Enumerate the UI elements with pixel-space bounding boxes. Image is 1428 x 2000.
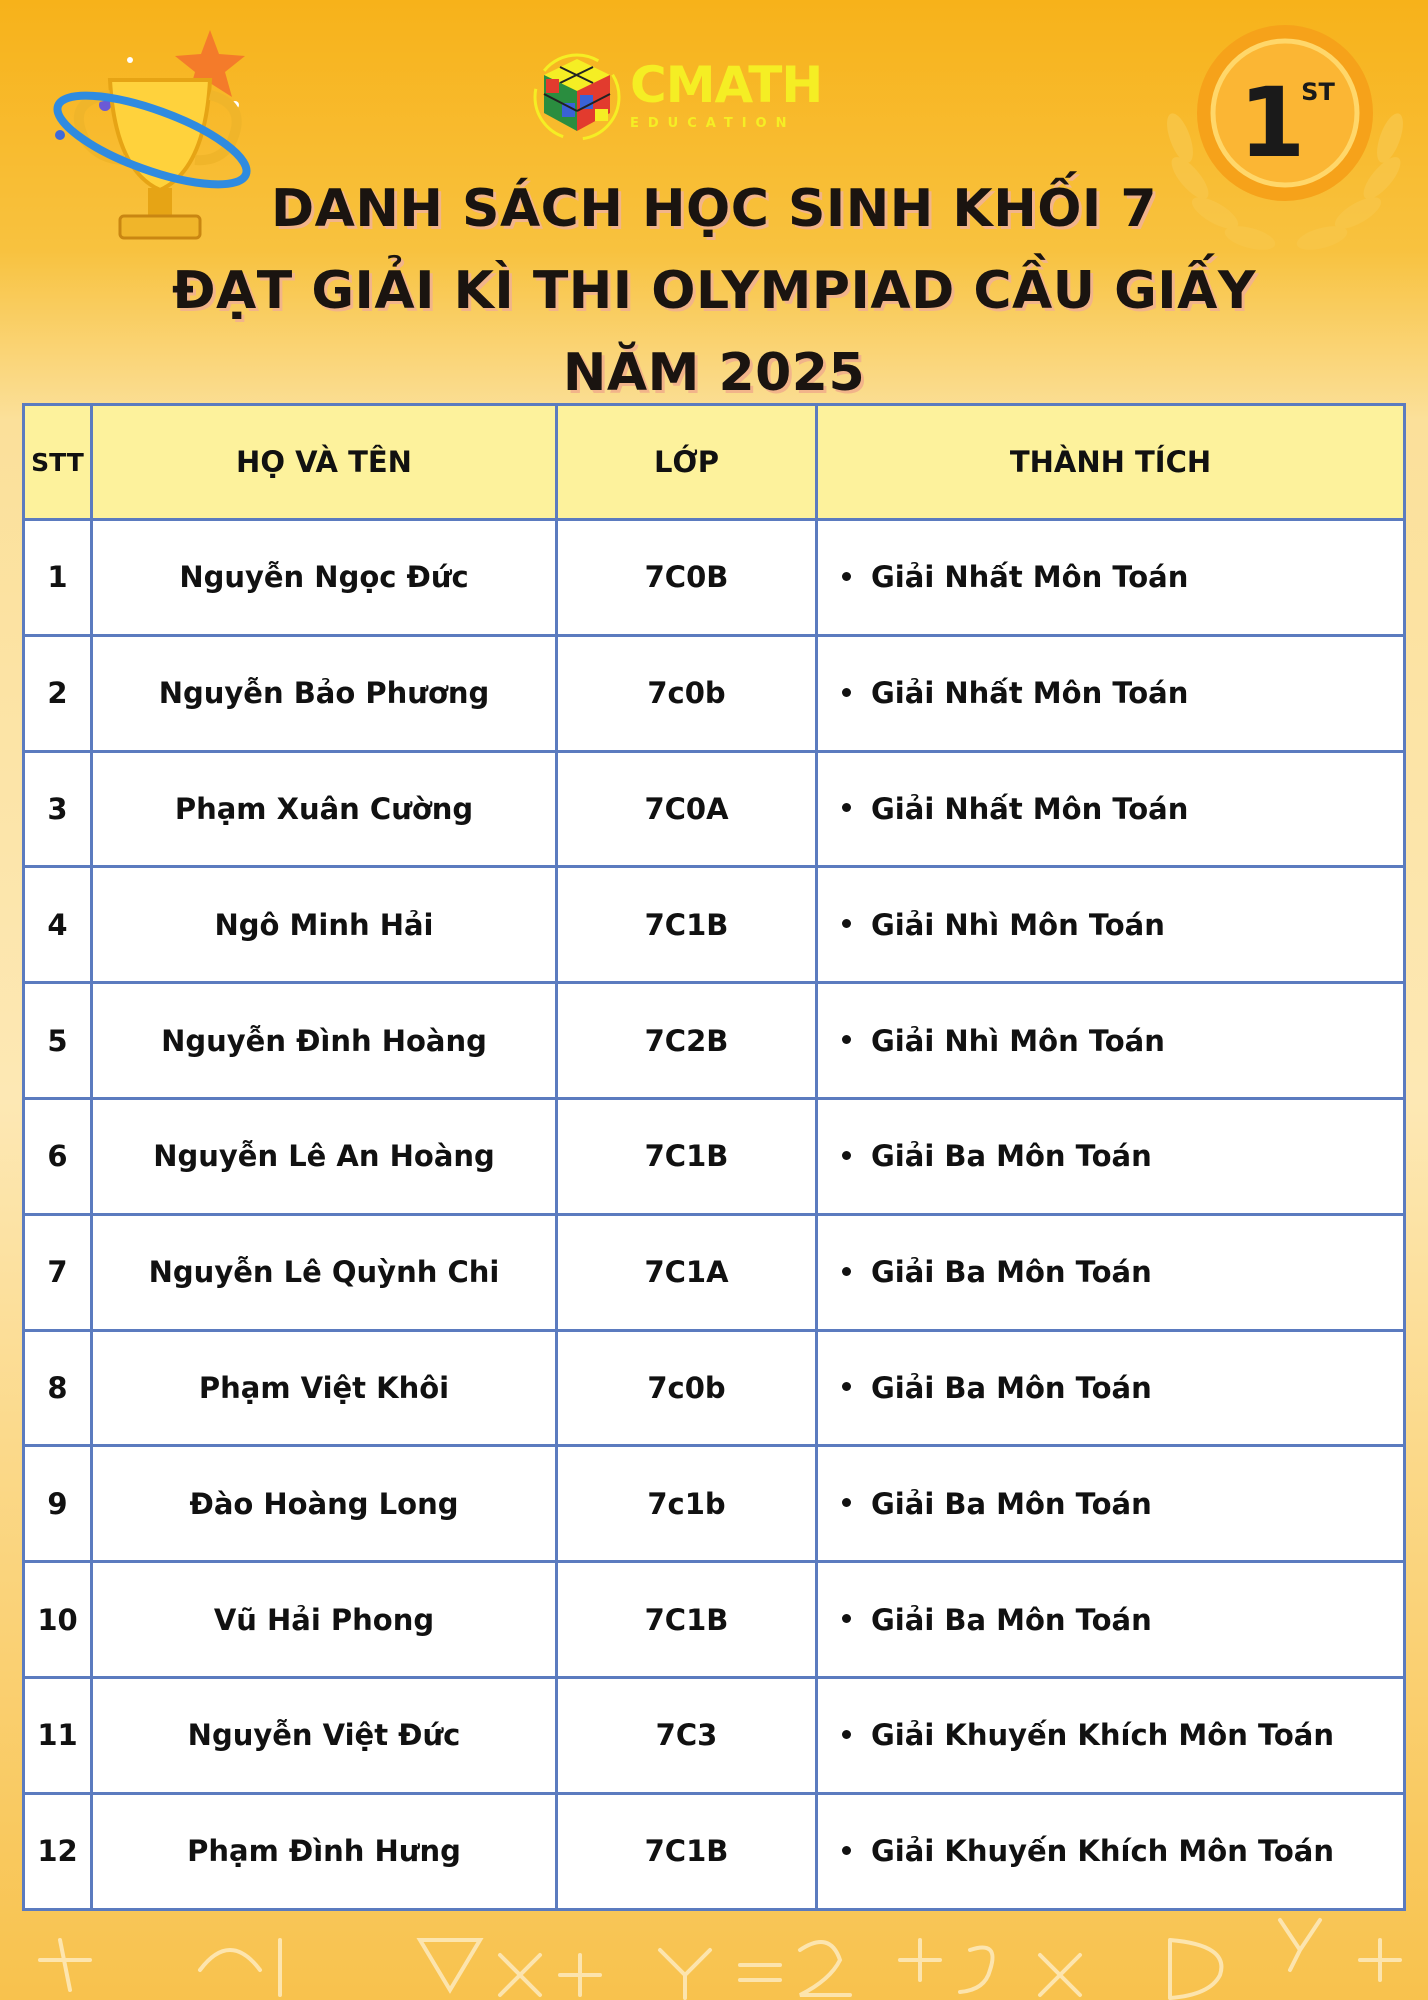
bullet-icon: [842, 1382, 851, 1391]
award-text: Giải Khuyến Khích Môn Toán: [871, 1718, 1335, 1753]
rubiks-cube-icon: [532, 45, 622, 145]
cell-class: 7C1A: [557, 1214, 817, 1330]
table-row: [24, 1793, 1405, 1909]
cell-stt: 10: [24, 1562, 92, 1678]
bullet-icon: [842, 1846, 851, 1855]
bullet-icon: [842, 1498, 851, 1507]
cell-award: [817, 520, 1405, 636]
award-text: Giải Ba Môn Toán: [871, 1602, 1152, 1637]
table-row: [24, 1330, 1405, 1446]
table-row: [24, 751, 1405, 867]
award-text: Giải Nhì Môn Toán: [871, 907, 1165, 942]
title-line-3: NĂM 2025: [562, 343, 866, 403]
cell-name: Nguyễn Bảo Phương: [92, 635, 557, 751]
cell-stt: 6: [24, 1098, 92, 1214]
award-text: Giải Nhì Môn Toán: [871, 1023, 1165, 1058]
award-text: Giải Ba Môn Toán: [871, 1139, 1152, 1174]
cell-stt: 9: [24, 1446, 92, 1562]
award-text: Giải Khuyến Khích Môn Toán: [871, 1834, 1335, 1869]
table-row: [24, 635, 1405, 751]
cell-class: 7C0A: [557, 751, 817, 867]
title-line-2: ĐẠT GIẢI KÌ THI OLYMPIAD CẦU GIẤY: [171, 261, 1257, 321]
bullet-icon: [842, 1267, 851, 1276]
cell-stt: 2: [24, 635, 92, 751]
table-row: [24, 983, 1405, 1099]
bullet-icon: [842, 1730, 851, 1739]
award-text: Giải Ba Môn Toán: [871, 1255, 1152, 1290]
award-text: Giải Nhất Môn Toán: [871, 560, 1189, 595]
table-row: [24, 1677, 1405, 1793]
cell-award: [817, 1214, 1405, 1330]
cell-stt: 4: [24, 867, 92, 983]
cell-class: 7C1B: [557, 867, 817, 983]
table-header-row: [24, 405, 1405, 520]
logo: [532, 40, 852, 150]
cell-stt: 1: [24, 520, 92, 636]
math-doodles: [0, 1900, 1428, 2000]
cell-stt: 7: [24, 1214, 92, 1330]
bullet-icon: [842, 688, 851, 697]
cell-name: Phạm Việt Khôi: [92, 1330, 557, 1446]
bullet-icon: [842, 803, 851, 812]
table-row: [24, 520, 1405, 636]
cell-name: Nguyễn Đình Hoàng: [92, 983, 557, 1099]
cell-name: Nguyễn Việt Đức: [92, 1677, 557, 1793]
cell-award: [817, 1562, 1405, 1678]
cell-name: Nguyễn Lê An Hoàng: [92, 1098, 557, 1214]
cell-award: [817, 1793, 1405, 1909]
header-award: THÀNH TÍCH: [817, 405, 1405, 520]
bullet-icon: [842, 1151, 851, 1160]
cell-award: [817, 867, 1405, 983]
medal-suffix: ST: [1301, 78, 1335, 106]
cell-award: [817, 1446, 1405, 1562]
table-row: [24, 1214, 1405, 1330]
cell-stt: 11: [24, 1677, 92, 1793]
cell-class: 7C3: [557, 1677, 817, 1793]
table-row: [24, 1098, 1405, 1214]
header-stt: STT: [24, 405, 92, 520]
cell-name: Nguyễn Ngọc Đức: [92, 520, 557, 636]
logo-subtitle: EDUCATION: [630, 115, 796, 131]
cell-class: 7C1B: [557, 1098, 817, 1214]
cell-stt: 12: [24, 1793, 92, 1909]
bullet-icon: [842, 572, 851, 581]
bullet-icon: [842, 919, 851, 928]
cell-class: 7c0b: [557, 1330, 817, 1446]
cell-award: [817, 983, 1405, 1099]
table-row: [24, 867, 1405, 983]
award-text: Giải Nhất Môn Toán: [871, 791, 1189, 826]
cell-class: 7C2B: [557, 983, 817, 1099]
cell-name: Đào Hoàng Long: [92, 1446, 557, 1562]
cell-stt: 5: [24, 983, 92, 1099]
cell-class: 7c1b: [557, 1446, 817, 1562]
results-table: [22, 403, 1406, 1911]
cell-stt: 8: [24, 1330, 92, 1446]
cell-award: [817, 1098, 1405, 1214]
medal-number: 1: [1238, 67, 1306, 179]
cell-class: 7c0b: [557, 635, 817, 751]
cell-name: Phạm Đình Hưng: [92, 1793, 557, 1909]
header-class: LỚP: [557, 405, 817, 520]
cell-name: Vũ Hải Phong: [92, 1562, 557, 1678]
award-text: Giải Ba Môn Toán: [871, 1486, 1152, 1521]
results-table-container: [22, 403, 1406, 1908]
cell-name: Ngô Minh Hải: [92, 867, 557, 983]
title-line-1: DANH SÁCH HỌC SINH KHỐI 7: [270, 179, 1158, 239]
cell-name: Phạm Xuân Cường: [92, 751, 557, 867]
cell-class: 7C1B: [557, 1793, 817, 1909]
cell-award: [817, 1677, 1405, 1793]
bullet-icon: [842, 1614, 851, 1623]
page-title: [0, 168, 1428, 414]
cell-class: 7C0B: [557, 520, 817, 636]
cell-class: 7C1B: [557, 1562, 817, 1678]
table-row: [24, 1446, 1405, 1562]
award-text: Giải Nhất Môn Toán: [871, 676, 1189, 711]
logo-name: CMATH: [630, 55, 823, 114]
header-name: HỌ VÀ TÊN: [92, 405, 557, 520]
bullet-icon: [842, 1035, 851, 1044]
table-row: [24, 1562, 1405, 1678]
table-body: [24, 520, 1405, 1910]
cell-name: Nguyễn Lê Quỳnh Chi: [92, 1214, 557, 1330]
cell-award: [817, 635, 1405, 751]
cell-award: [817, 1330, 1405, 1446]
award-text: Giải Ba Môn Toán: [871, 1370, 1152, 1405]
cell-award: [817, 751, 1405, 867]
cell-stt: 3: [24, 751, 92, 867]
